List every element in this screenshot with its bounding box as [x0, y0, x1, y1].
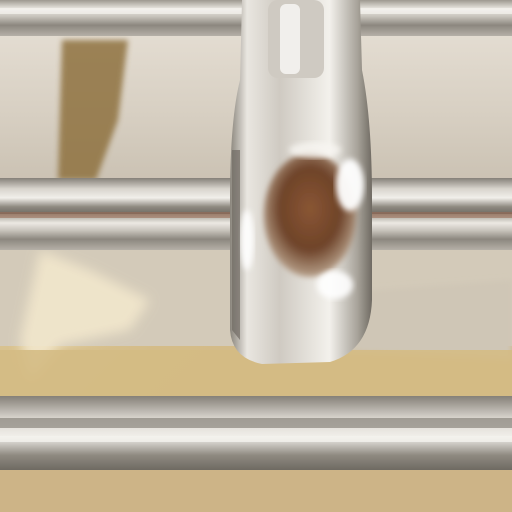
- fitting-highlight-right: [336, 159, 364, 211]
- fitting-highlight-top: [289, 142, 341, 158]
- chrome-bar-bottom-dark: [0, 418, 512, 428]
- fitting-screw-shine: [280, 4, 300, 74]
- chrome-bar-bottom: [0, 396, 512, 470]
- fitting-highlight-lower: [317, 271, 353, 299]
- fitting-edge-shadow: [232, 150, 240, 340]
- fitting-highlight-left: [240, 210, 254, 270]
- chrome-bar-bottom-shine: [0, 436, 512, 442]
